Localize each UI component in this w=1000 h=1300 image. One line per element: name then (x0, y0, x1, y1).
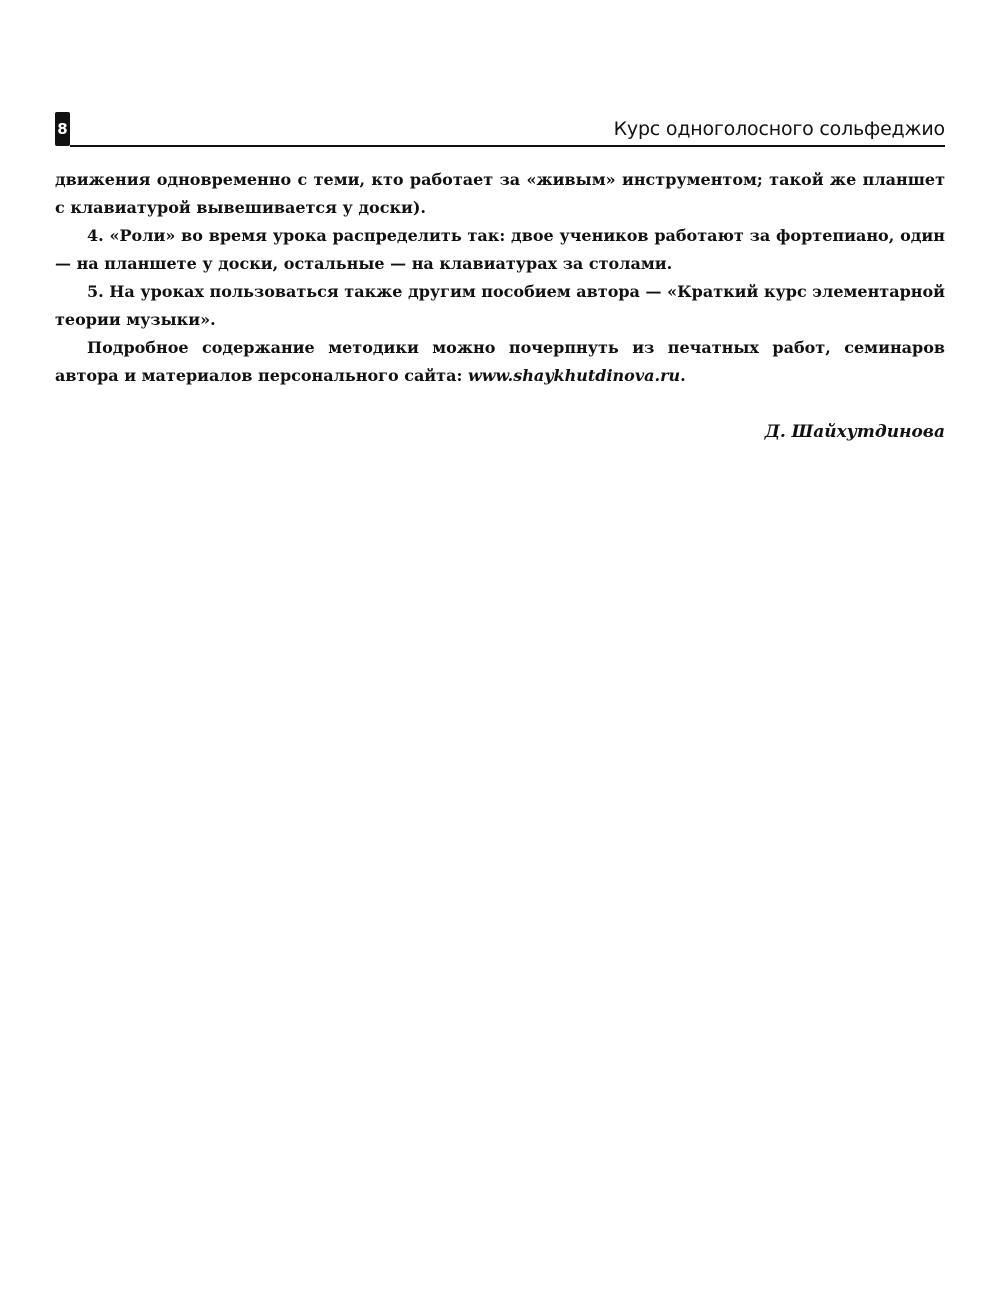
author-signature: Д. Шайхутдинова (764, 422, 945, 442)
paragraph-item-5: 5. На уроках пользоваться также другим пособием автора — «Краткий курс элементарной теории музыки». (55, 282, 945, 329)
page-header (55, 112, 945, 148)
site-link[interactable]: www.shaykhutdinova.ru (467, 366, 681, 385)
body-text (55, 166, 945, 390)
header-rule (70, 145, 945, 147)
page-number: 8 (55, 112, 70, 146)
running-title: Курс одноголосного сольфеджио (613, 118, 945, 140)
paragraph-continuation: движения одновременно с теми, кто работает за «живым» инструментом; такой же планшет с клавиатурой вывешивается у доски). (55, 170, 945, 217)
paragraph-item-4: 4. «Роли» во время урока распределить так: двое учеников работают за фортепиано, один — на планшете у доски, остальные — на клавиатурах за столами. (55, 226, 945, 273)
closing-end: . (680, 366, 686, 385)
closing-text: Подробное содержание методики можно почерпнуть из печатных работ, семинаров автора и материалов персонального сайта: (55, 338, 945, 385)
paragraph-closing (55, 334, 945, 390)
